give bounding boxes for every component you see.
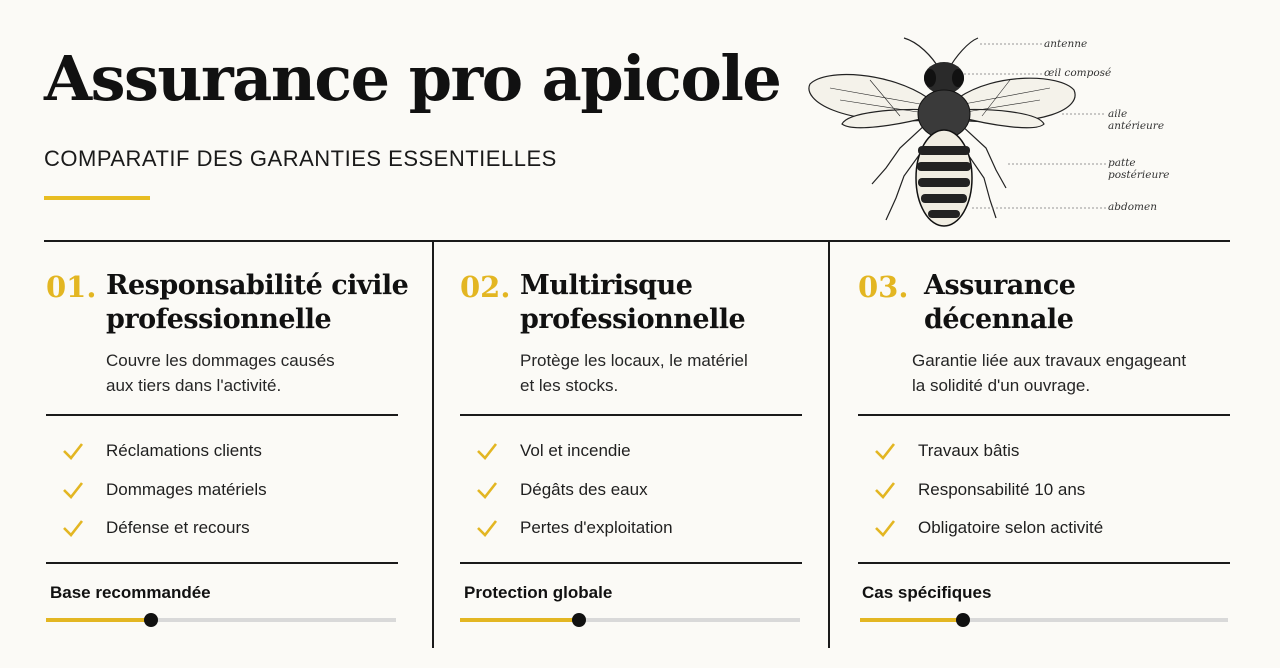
check-icon [62,440,84,462]
check-icon [874,440,896,462]
coverage-card-decennale [858,242,1230,648]
card-description-line: Couvre les dommages causés [106,351,335,370]
guarantee-item-label: Défense et recours [106,518,250,538]
level-label: Protection globale [464,583,613,602]
guarantee-item-label: Dégâts des eaux [520,479,648,499]
card-rule [460,414,802,416]
guarantee-item-label: Dommages matériels [106,479,267,499]
page-subtitle: COMPARATIF DES GARANTIES ESSENTIELLES [44,146,557,171]
card-title [520,269,840,337]
card-title-line: Assurance [924,270,1076,301]
level-fill [860,618,963,622]
check-icon [874,517,896,539]
guarantee-item-label: Vol et incendie [520,441,631,461]
card-description-line: aux tiers dans l'activité. [106,376,282,395]
card-description [106,348,406,398]
guarantee-item [476,432,673,471]
guarantee-item-label: Responsabilité 10 ans [918,479,1086,499]
check-icon [476,479,498,501]
card-rule [460,562,802,564]
card-rule [46,562,398,564]
level-knob [144,613,158,627]
guarantee-item [476,471,673,510]
guarantee-item [62,471,267,510]
level-fill [46,618,151,622]
coverage-card-multirisque [460,242,802,648]
level-track [460,618,800,622]
card-description [520,348,820,398]
guarantee-list [874,432,1103,548]
guarantee-item-label: Réclamations clients [106,441,262,461]
bee-label-patte: patte postérieure [1108,157,1170,181]
guarantee-item [62,432,267,471]
check-icon [62,479,84,501]
guarantee-item-label: Travaux bâtis [918,441,1020,461]
bee-label-aile: aile antérieure [1108,108,1165,132]
card-number: 03. [858,270,909,304]
bee-label-antenne: antenne [1044,38,1088,50]
level-fill [460,618,579,622]
check-icon [476,517,498,539]
page-title: Assurance pro apicole [44,42,781,115]
card-title-line: décennale [924,304,1074,335]
check-icon [62,517,84,539]
bee-label-abdomen: abdomen [1108,201,1157,213]
card-number: 01. [46,270,97,304]
guarantee-list [62,432,267,548]
guarantee-item-label: Obligatoire selon activité [918,518,1104,538]
bee-illustration [800,28,1170,238]
card-title-line: professionnelle [520,304,746,335]
guarantee-item [476,509,673,548]
bee-label-oeil: œil composé [1044,67,1112,79]
card-title-line: Responsabilité civile [106,270,409,301]
card-title [106,269,426,337]
level-label: Cas spécifiques [862,583,992,602]
card-title-line: professionnelle [106,304,332,335]
coverage-card-rc-pro [46,242,409,648]
accent-bar [44,196,150,200]
level-knob [572,613,586,627]
level-label: Base recommandée [50,583,211,602]
card-description-line: Protège les locaux, le matériel [520,351,748,370]
check-icon [874,479,896,501]
card-rule [46,414,398,416]
guarantee-item-label: Pertes d'exploitation [520,518,673,538]
guarantee-item [62,509,267,548]
card-description-line: la solidité d'un ouvrage. [912,376,1091,395]
card-rule [858,414,1230,416]
card-number: 02. [460,270,511,304]
card-description [912,348,1212,398]
card-title-line: Multirisque [520,270,693,301]
level-knob [956,613,970,627]
level-track [46,618,396,622]
column-divider [432,240,434,648]
guarantee-item [874,509,1103,548]
guarantee-list [476,432,673,548]
card-title [924,269,1244,337]
card-description-line: et les stocks. [520,376,619,395]
guarantee-item [874,432,1103,471]
card-rule [858,562,1230,564]
check-icon [476,440,498,462]
bee-drawing [800,28,1120,233]
level-track [860,618,1228,622]
card-description-line: Garantie liée aux travaux engageant [912,351,1187,370]
guarantee-item [874,471,1103,510]
